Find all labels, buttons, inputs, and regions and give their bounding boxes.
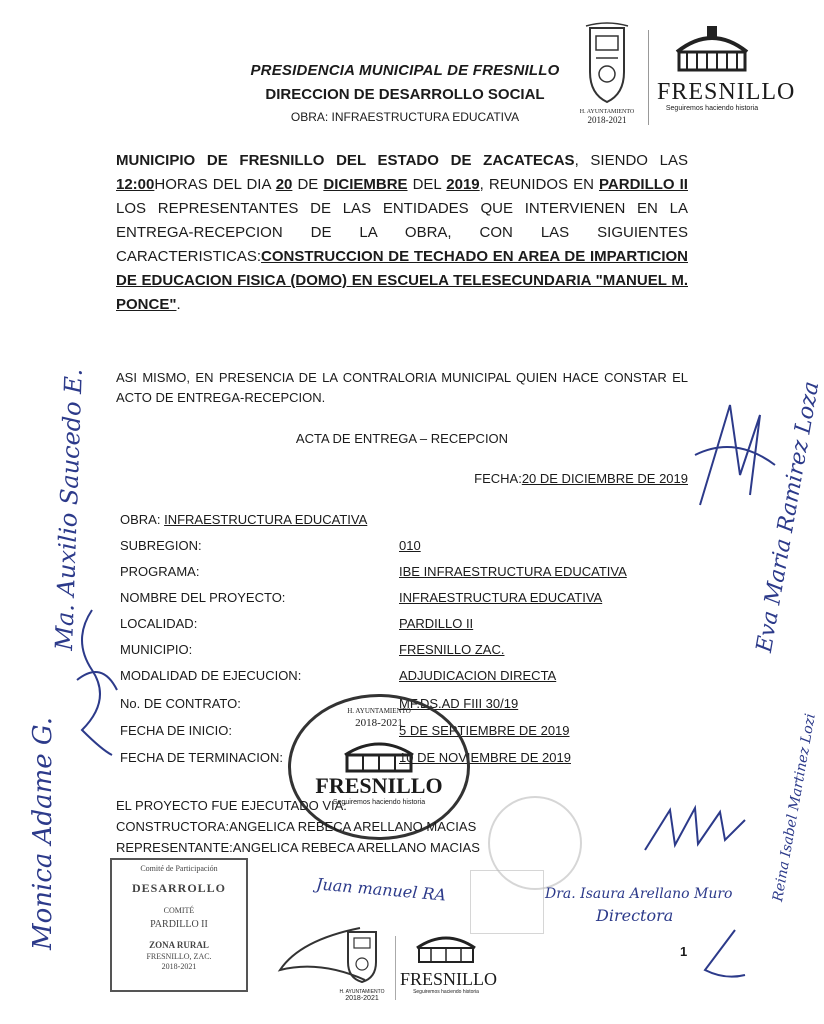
detail-label: LOCALIDAD: [120, 616, 198, 631]
signature-scribble-corner [690, 925, 750, 985]
detail-value: MF.DS.AD FIII 30/19 [399, 696, 519, 711]
asimismo-paragraph: ASI MISMO, EN PRESENCIA DE LA CONTRALORIA MUNICIPAL QUIEN HACE CONSTAR EL ACTO DE ENTREGA-RECEPCION. [116, 370, 688, 405]
detail-label: SUBREGION: [120, 538, 202, 553]
crest-label: H. AYUNTAMIENTO [579, 109, 635, 115]
intro-body: LOS REPRESENTANTES DE LAS ENTIDADES QUE INTERVIENEN EN LA ENTREGA-RECEPCION DE LA OBRA, CON LAS SIGUIENTES CARACTERISTICAS: [116, 200, 688, 265]
stamp-text: FRESNILLO, ZAC. [146, 952, 212, 961]
stamp-text: ZONA RURAL [149, 940, 209, 950]
bottom-fresnillo-wordmark: FRESNILLO [400, 969, 498, 989]
ejecucion-line1: EL PROYECTO FUE EJECUTADO VIA: [116, 798, 347, 813]
detail-value: IBE INFRAESTRUCTURA EDUCATIVA [399, 564, 627, 579]
logo-divider [648, 30, 649, 125]
detail-value: 5 DE SEPTIEMBRE DE 2019 [399, 723, 570, 738]
detail-value: PARDILLO II [399, 616, 474, 631]
fresnillo-logo [657, 22, 796, 132]
detail-label: FECHA DE INICIO: [120, 723, 232, 738]
stamp-building-icon [339, 733, 419, 773]
acta-title: ACTA DE ENTREGA – RECEPCION [295, 431, 509, 446]
detail-value: INFRAESTRUCTURA EDUCATIVA [399, 590, 603, 605]
fresnillo-wordmark: FRESNILLO [657, 79, 796, 105]
fresnillo-slogan: Seguiremos haciendo historia [665, 105, 759, 112]
detail-label: PROGRAMA: [120, 564, 200, 579]
detail-value: ADJUDICACION DIRECTA [399, 668, 557, 683]
stamp-text: COMITÉ [163, 906, 195, 915]
bottom-fresnillo-logo [400, 928, 498, 1008]
fecha-label: FECHA: [474, 471, 522, 486]
stamp-text: PARDILLO II [150, 919, 208, 930]
stamp-label: H. AYUNTAMIENTO [347, 707, 411, 715]
intro-mes: DICIEMBRE [323, 176, 408, 193]
intro-text: HORAS DEL DIA [154, 176, 276, 193]
detail-obra [120, 512, 367, 532]
fecha-line [474, 471, 688, 486]
intro-dia: 20 [275, 176, 293, 193]
intro-lugar: PARDILLO II [599, 176, 688, 193]
signature-scribble-bottom [260, 920, 370, 990]
detail-label: NOMBRE DEL PROYECTO: [120, 590, 286, 605]
crest-years: 2018-2021 [587, 115, 627, 125]
signature-bottom-directora: Dra. Isaura Arellano Muro [545, 886, 733, 902]
detail-label: MUNICIPIO: [120, 642, 193, 657]
intro-paragraph [116, 149, 688, 317]
intro-text: , SIENDO LAS [574, 152, 688, 169]
page-number: 1 [680, 944, 688, 959]
intro-hora: 12:00 [116, 176, 155, 193]
bottom-logo-divider [395, 936, 396, 1000]
signature-left-monica: Monica Adame G. [28, 717, 58, 950]
intro-obra: CONSTRUCCION DE TECHADO EN AREA DE IMPARTICION DE EDUCACION FISICA (DOMO) EN ESCUELA TELESECUNDARIA "MANUEL M. PONCE" [116, 248, 688, 313]
signature-scribble-right [690, 395, 780, 515]
stamp-years: 2018-2021 [355, 717, 403, 729]
stamp-slogan: Seguiremos haciendo historia [332, 799, 426, 806]
detail-label: No. DE CONTRATO: [120, 696, 241, 711]
signature-bottom-directora-title: Directora [596, 906, 674, 925]
detail-label: MODALIDAD DE EJECUCION: [120, 668, 302, 683]
fresnillo-building-icon [667, 22, 757, 74]
ayuntamiento-crest-logo [578, 22, 636, 138]
bottom-crest-years: 2018-2021 [345, 995, 379, 1002]
signature-bottom-juan: Juan manuel RA [315, 874, 447, 905]
detail-value: 010 [399, 538, 421, 553]
signature-left-auxilio: Ma. Auxilio Saucedo E. [50, 368, 88, 651]
fresnillo-building-icon [411, 928, 481, 964]
intro-text: DEL [407, 176, 447, 193]
stamp-text: 2018-2021 [161, 962, 197, 971]
intro-municipio: MUNICIPIO DE FRESNILLO DEL ESTADO DE ZACATECAS [116, 152, 575, 169]
stamp-text: DESARROLLO [131, 881, 227, 895]
detail-value: 10 DE NOVIEMBRE DE 2019 [399, 750, 571, 765]
crest-icon [582, 22, 632, 104]
fecha-value: 20 DE DICIEMBRE DE 2019 [521, 471, 688, 486]
stamp-text: Comité de Participación [140, 864, 218, 873]
detail-value: FRESNILLO ZAC. [399, 642, 505, 657]
ejecucion-line2: CONSTRUCTORA:ANGELICA REBECA ARELLANO MACIAS [116, 819, 477, 834]
signature-right-reina: Reina Isabel Martinez Lozi [770, 712, 819, 903]
signature-scribble-right-2 [640, 800, 750, 860]
header-presidencia: PRESIDENCIA MUNICIPAL DE FRESNILLO [250, 62, 560, 79]
comite-box-stamp [110, 858, 248, 992]
bottom-crest-label: H. AYUNTAMIENTO [339, 989, 385, 995]
intro-text: . [176, 296, 181, 313]
intro-text: DE [292, 176, 324, 193]
detail-value: INFRAESTRUCTURA EDUCATIVA [164, 512, 368, 527]
header-direccion: DIRECCION DE DESARROLLO SOCIAL [265, 86, 545, 103]
ejecucion-line3: REPRESENTANTE:ANGELICA REBECA ARELLANO MACIAS [116, 840, 480, 855]
detail-label: FECHA DE TERMINACION: [120, 750, 284, 765]
signature-right-eva: Eva Maria Ramirez Loza [752, 379, 824, 655]
stamp-wordmark: FRESNILLO [315, 773, 443, 798]
signature-scribble-left [62, 600, 122, 760]
bottom-fresnillo-slogan: Seguiremos haciendo historia [413, 989, 479, 995]
header-obra: OBRA: INFRAESTRUCTURA EDUCATIVA [290, 110, 520, 124]
intro-text: , REUNIDOS EN [479, 176, 600, 193]
intro-anio: 2019 [446, 176, 480, 193]
detail-label: OBRA: [120, 512, 165, 527]
faint-rect-stamp [470, 870, 544, 934]
